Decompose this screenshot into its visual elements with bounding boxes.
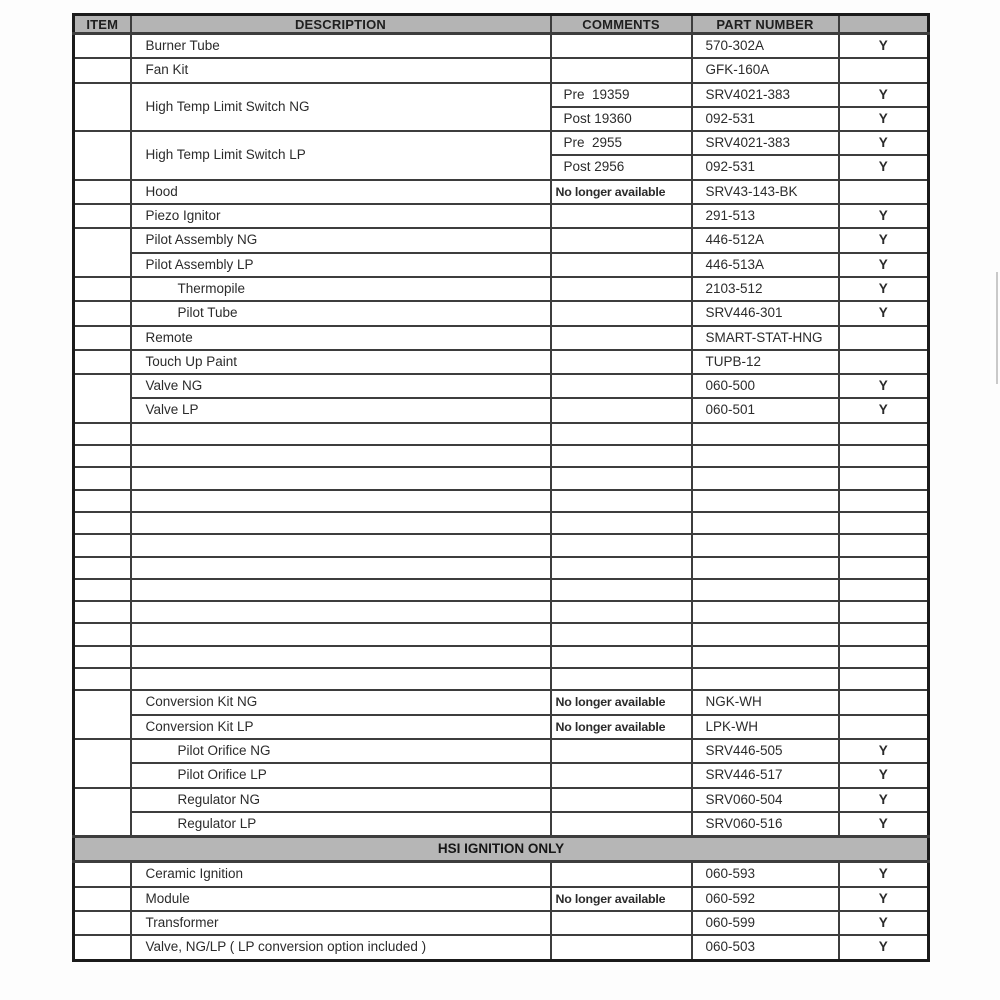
description-cell: Touch Up Paint <box>131 350 551 374</box>
comments-cell <box>551 204 692 228</box>
comments-cell <box>551 534 692 556</box>
comments-cell <box>551 398 692 422</box>
column-header-availability <box>839 15 929 34</box>
table-row <box>74 690 929 714</box>
item-cell <box>74 228 131 277</box>
description-cell: Valve NG <box>131 374 551 398</box>
part-number-cell: 446-513A <box>692 253 839 277</box>
item-cell <box>74 512 131 534</box>
availability-cell: Y <box>839 911 929 935</box>
part-number-cell <box>692 623 839 645</box>
part-number-cell: 060-503 <box>692 935 839 960</box>
table-row <box>74 180 929 204</box>
table-row <box>74 623 929 645</box>
comments-cell <box>551 862 692 887</box>
part-number-cell: SRV060-516 <box>692 812 839 837</box>
comments-cell: Post 19360 <box>551 107 692 131</box>
item-cell <box>74 739 131 788</box>
item-cell <box>74 911 131 935</box>
description-cell: Conversion Kit NG <box>131 690 551 714</box>
comments-cell: No longer available <box>551 180 692 204</box>
comments-cell <box>551 812 692 837</box>
description-cell: Remote <box>131 326 551 350</box>
table-row <box>74 601 929 623</box>
description-cell <box>131 512 551 534</box>
item-cell <box>74 935 131 960</box>
column-header-description: DESCRIPTION <box>131 15 551 34</box>
item-cell <box>74 350 131 374</box>
availability-cell <box>839 326 929 350</box>
part-number-cell <box>692 512 839 534</box>
availability-cell: Y <box>839 763 929 787</box>
availability-cell <box>839 646 929 668</box>
table-row <box>74 34 929 59</box>
part-number-cell <box>692 490 839 512</box>
description-cell <box>131 557 551 579</box>
item-cell <box>74 204 131 228</box>
description-cell: Module <box>131 887 551 911</box>
comments-cell: Pre 2955 <box>551 131 692 155</box>
availability-cell <box>839 423 929 445</box>
table-row <box>74 58 929 82</box>
comments-cell: No longer available <box>551 715 692 739</box>
table-row <box>74 467 929 489</box>
description-cell <box>131 445 551 467</box>
availability-cell <box>839 350 929 374</box>
comments-cell <box>551 34 692 59</box>
part-number-cell: 2103-512 <box>692 277 839 301</box>
description-cell: Regulator NG <box>131 788 551 812</box>
availability-cell <box>839 668 929 690</box>
availability-cell: Y <box>839 155 929 179</box>
table-row <box>74 935 929 960</box>
availability-cell: Y <box>839 301 929 325</box>
comments-cell <box>551 601 692 623</box>
table-row <box>74 512 929 534</box>
comments-cell: Pre 19359 <box>551 83 692 107</box>
part-number-cell: LPK-WH <box>692 715 839 739</box>
part-number-cell: SRV43-143-BK <box>692 180 839 204</box>
item-cell <box>74 131 131 180</box>
item-cell <box>74 83 131 132</box>
table-row <box>74 715 929 739</box>
comments-cell <box>551 935 692 960</box>
description-cell: Thermopile <box>131 277 551 301</box>
availability-cell <box>839 490 929 512</box>
comments-cell <box>551 579 692 601</box>
table-row <box>74 445 929 467</box>
description-cell: Hood <box>131 180 551 204</box>
item-cell <box>74 690 131 739</box>
availability-cell <box>839 715 929 739</box>
column-header-comments: COMMENTS <box>551 15 692 34</box>
comments-cell <box>551 490 692 512</box>
item-cell <box>74 277 131 301</box>
item-cell <box>74 301 131 325</box>
part-number-cell <box>692 534 839 556</box>
description-cell: Pilot Assembly NG <box>131 228 551 252</box>
item-cell <box>74 374 131 423</box>
description-cell <box>131 534 551 556</box>
header-row <box>74 15 929 34</box>
comments-cell <box>551 911 692 935</box>
comments-cell <box>551 228 692 252</box>
description-cell: Pilot Assembly LP <box>131 253 551 277</box>
section-header: HSI IGNITION ONLY <box>74 837 929 862</box>
table-row <box>74 862 929 887</box>
item-cell <box>74 467 131 489</box>
table-row <box>74 490 929 512</box>
availability-cell: Y <box>839 887 929 911</box>
part-number-cell <box>692 557 839 579</box>
availability-cell <box>839 512 929 534</box>
item-cell <box>74 579 131 601</box>
comments-cell <box>551 445 692 467</box>
table-row <box>74 557 929 579</box>
part-number-cell: 060-599 <box>692 911 839 935</box>
part-number-cell <box>692 668 839 690</box>
comments-cell <box>551 350 692 374</box>
availability-cell <box>839 467 929 489</box>
part-number-cell: TUPB-12 <box>692 350 839 374</box>
table-row <box>74 374 929 398</box>
availability-cell: Y <box>839 131 929 155</box>
table-header <box>74 15 929 34</box>
part-number-cell: NGK-WH <box>692 690 839 714</box>
comments-cell <box>551 467 692 489</box>
table-row <box>74 301 929 325</box>
description-cell <box>131 668 551 690</box>
description-cell <box>131 467 551 489</box>
part-number-cell <box>692 646 839 668</box>
part-number-cell: 060-593 <box>692 862 839 887</box>
table-row <box>74 350 929 374</box>
availability-cell: Y <box>839 228 929 252</box>
column-header-item: ITEM <box>74 15 131 34</box>
table-row <box>74 788 929 812</box>
table-row <box>74 534 929 556</box>
table-body <box>74 34 929 961</box>
comments-cell <box>551 301 692 325</box>
comments-cell <box>551 277 692 301</box>
part-number-cell: SRV4021-383 <box>692 131 839 155</box>
table-row <box>74 763 929 787</box>
comments-cell: No longer available <box>551 690 692 714</box>
availability-cell <box>839 623 929 645</box>
description-cell <box>131 579 551 601</box>
table-row <box>74 253 929 277</box>
comments-cell <box>551 58 692 82</box>
item-cell <box>74 445 131 467</box>
item-cell <box>74 862 131 887</box>
description-cell: Regulator LP <box>131 812 551 837</box>
comments-cell <box>551 253 692 277</box>
table-row <box>74 739 929 763</box>
availability-cell: Y <box>839 277 929 301</box>
comments-cell: No longer available <box>551 887 692 911</box>
table-row <box>74 646 929 668</box>
comments-cell <box>551 788 692 812</box>
item-cell <box>74 623 131 645</box>
comments-cell <box>551 557 692 579</box>
availability-cell <box>839 579 929 601</box>
column-header-part-number: PART NUMBER <box>692 15 839 34</box>
part-number-cell: 446-512A <box>692 228 839 252</box>
part-number-cell: 291-513 <box>692 204 839 228</box>
scan-artifact-line <box>996 272 998 384</box>
item-cell <box>74 180 131 204</box>
part-number-cell: 060-592 <box>692 887 839 911</box>
table-row <box>74 398 929 422</box>
table-row <box>74 228 929 252</box>
part-number-cell: 060-500 <box>692 374 839 398</box>
table-row <box>74 812 929 837</box>
comments-cell <box>551 326 692 350</box>
part-number-cell <box>692 467 839 489</box>
availability-cell: Y <box>839 862 929 887</box>
description-cell: Valve LP <box>131 398 551 422</box>
description-cell <box>131 490 551 512</box>
availability-cell <box>839 58 929 82</box>
description-cell: Burner Tube <box>131 34 551 59</box>
table-row <box>74 668 929 690</box>
description-cell: Fan Kit <box>131 58 551 82</box>
item-cell <box>74 557 131 579</box>
availability-cell: Y <box>839 788 929 812</box>
item-cell <box>74 534 131 556</box>
description-cell: Conversion Kit LP <box>131 715 551 739</box>
description-cell: Piezo Ignitor <box>131 204 551 228</box>
parts-table <box>72 13 930 962</box>
part-number-cell: GFK-160A <box>692 58 839 82</box>
availability-cell: Y <box>839 935 929 960</box>
part-number-cell: SRV446-301 <box>692 301 839 325</box>
item-cell <box>74 646 131 668</box>
comments-cell <box>551 512 692 534</box>
item-cell <box>74 490 131 512</box>
availability-cell: Y <box>839 374 929 398</box>
description-cell: Valve, NG/LP ( LP conversion option included ) <box>131 935 551 960</box>
part-number-cell <box>692 601 839 623</box>
comments-cell <box>551 763 692 787</box>
comments-cell <box>551 374 692 398</box>
part-number-cell <box>692 423 839 445</box>
part-number-cell: SRV446-517 <box>692 763 839 787</box>
item-cell <box>74 887 131 911</box>
table-row <box>74 326 929 350</box>
table-row <box>74 83 929 107</box>
availability-cell <box>839 445 929 467</box>
part-number-cell: 570-302A <box>692 34 839 59</box>
availability-cell: Y <box>839 34 929 59</box>
availability-cell: Y <box>839 739 929 763</box>
part-number-cell: SMART-STAT-HNG <box>692 326 839 350</box>
availability-cell: Y <box>839 253 929 277</box>
table-row <box>74 887 929 911</box>
comments-cell <box>551 646 692 668</box>
part-number-cell <box>692 579 839 601</box>
table-row <box>74 911 929 935</box>
availability-cell <box>839 601 929 623</box>
part-number-cell: 060-501 <box>692 398 839 422</box>
table-row <box>74 131 929 155</box>
table-row <box>74 579 929 601</box>
table-row <box>74 277 929 301</box>
comments-cell <box>551 739 692 763</box>
table-row <box>74 423 929 445</box>
table-row <box>74 204 929 228</box>
item-cell <box>74 34 131 59</box>
description-cell: High Temp Limit Switch LP <box>131 131 551 180</box>
item-cell <box>74 668 131 690</box>
comments-cell <box>551 668 692 690</box>
availability-cell: Y <box>839 398 929 422</box>
item-cell <box>74 326 131 350</box>
description-cell: Transformer <box>131 911 551 935</box>
section-row <box>74 837 929 862</box>
description-cell <box>131 646 551 668</box>
availability-cell: Y <box>839 107 929 131</box>
description-cell: Pilot Tube <box>131 301 551 325</box>
part-number-cell: SRV446-505 <box>692 739 839 763</box>
comments-cell <box>551 423 692 445</box>
availability-cell <box>839 690 929 714</box>
part-number-cell: 092-531 <box>692 155 839 179</box>
description-cell: Ceramic Ignition <box>131 862 551 887</box>
description-cell <box>131 623 551 645</box>
availability-cell: Y <box>839 204 929 228</box>
description-cell <box>131 601 551 623</box>
description-cell <box>131 423 551 445</box>
part-number-cell: SRV060-504 <box>692 788 839 812</box>
comments-cell <box>551 623 692 645</box>
part-number-cell <box>692 445 839 467</box>
item-cell <box>74 601 131 623</box>
item-cell <box>74 423 131 445</box>
item-cell <box>74 788 131 837</box>
availability-cell <box>839 180 929 204</box>
description-cell: Pilot Orifice NG <box>131 739 551 763</box>
part-number-cell: SRV4021-383 <box>692 83 839 107</box>
availability-cell <box>839 534 929 556</box>
part-number-cell: 092-531 <box>692 107 839 131</box>
comments-cell: Post 2956 <box>551 155 692 179</box>
availability-cell <box>839 557 929 579</box>
availability-cell: Y <box>839 812 929 837</box>
item-cell <box>74 58 131 82</box>
availability-cell: Y <box>839 83 929 107</box>
description-cell: High Temp Limit Switch NG <box>131 83 551 132</box>
description-cell: Pilot Orifice LP <box>131 763 551 787</box>
